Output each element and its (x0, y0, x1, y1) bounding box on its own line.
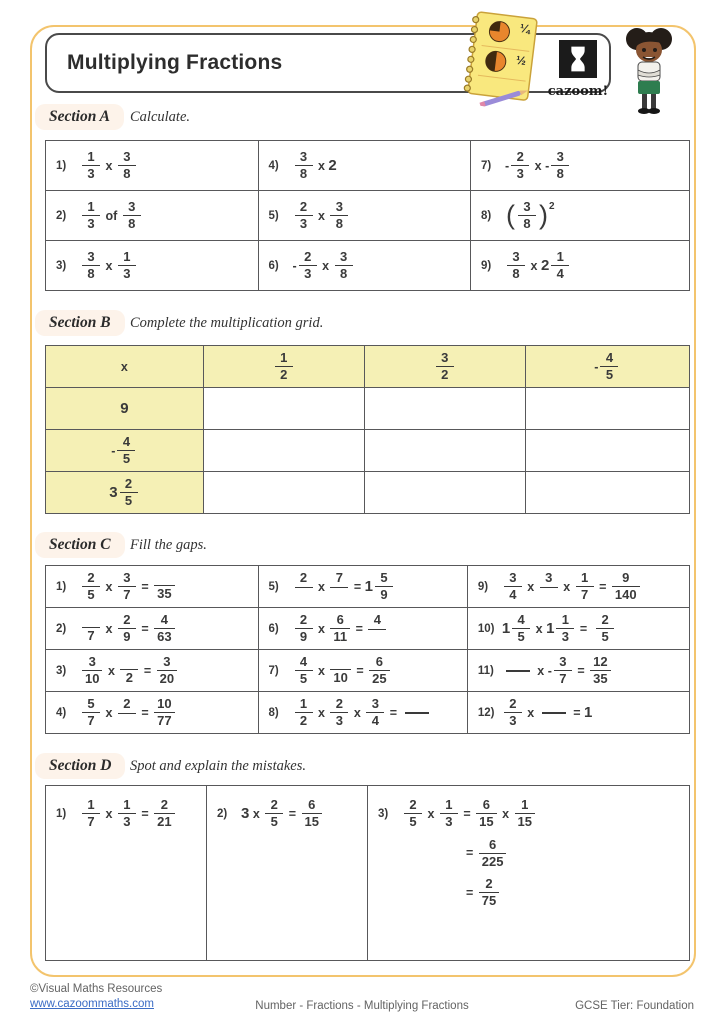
fraction: $\frac{1}{3}$ (118, 798, 136, 830)
fraction: 7 (82, 613, 100, 643)
grid-row-label (46, 472, 204, 514)
section-d-table (45, 785, 690, 961)
problem-number: 11) (477, 664, 494, 677)
fraction: $\frac{5}{9}$ (375, 571, 393, 603)
fraction: $\frac{4}{5}$ (295, 655, 313, 687)
problem-cell (467, 650, 689, 692)
fraction: 2 (295, 571, 313, 601)
fraction: 35 (154, 571, 174, 601)
fraction: $\frac{6}{15}$ (302, 798, 322, 830)
problem-number: 3) (378, 807, 389, 820)
grid-header-cell: - $\frac{4}{5}$ (525, 346, 689, 388)
table-row (46, 566, 690, 608)
fraction: 2 (120, 655, 138, 685)
grid-cell-empty (364, 430, 525, 472)
problem-number: 4) (56, 706, 67, 719)
fraction: $\frac{4}{5}$ (512, 613, 530, 645)
fraction: $\frac{10}{77}$ (154, 697, 174, 729)
fraction: $\frac{1}{7}$ (576, 571, 594, 603)
fraction: $\frac{3}{7}$ (118, 571, 136, 603)
student-character-icon (620, 26, 676, 114)
problem-cell (258, 608, 467, 650)
fraction: $\frac{2}{3}$ (299, 250, 317, 282)
fraction: $\frac{1}{3}$ (556, 613, 574, 645)
section-c-table (45, 565, 690, 734)
problem-number: 3) (56, 664, 67, 677)
logo-text: cazoom! (547, 84, 609, 99)
fraction: 4 (368, 613, 386, 643)
section-d-instruction: Spot and explain the mistakes. (130, 758, 306, 774)
problem-cell (46, 191, 259, 241)
grid-row-label: 9 (46, 388, 204, 430)
grid-cell-empty (203, 388, 364, 430)
section-c-instruction: Fill the gaps. (130, 537, 207, 553)
problem-cell (46, 566, 259, 608)
math-expression: $\frac{1}{3}$ of $\frac{3}{8}$ (80, 200, 143, 232)
fraction: $\frac{3}{7}$ (554, 655, 572, 687)
problem-number: 10) (477, 622, 495, 635)
math-expression: 1 $\frac{4}{5}$ x 1 $\frac{1}{3}$ = $\frac{2}{5}$ (502, 613, 616, 645)
problem-number: 5) (268, 209, 279, 222)
fraction: $\frac{1}{3}$ (118, 250, 136, 282)
math-expression: $\frac{2}{5}$ x $\frac{3}{7}$ = 35 (80, 571, 177, 603)
fraction: $\frac{2}{9}$ (118, 613, 136, 645)
problem-cell (258, 650, 467, 692)
fraction: $\frac{1}{2}$ (275, 351, 293, 383)
problem-number: 6) (268, 259, 279, 272)
fraction: $\frac{3}{8}$ (118, 150, 136, 182)
math-expression: - $\frac{2}{3}$ x - $\frac{3}{8}$ (505, 150, 571, 182)
page-title: Multiplying Fractions (67, 51, 283, 74)
grid-cell-empty (203, 472, 364, 514)
table-row (46, 141, 690, 191)
problem-cell (258, 191, 471, 241)
problem-number: 7) (481, 159, 492, 172)
problem-cell (471, 191, 690, 241)
problem-number: 1) (56, 580, 67, 593)
fraction: $\frac{3}{4}$ (366, 697, 384, 729)
section-b-grid (45, 345, 690, 514)
exponent: 2 (549, 200, 555, 212)
fraction: $\frac{3}{4}$ (504, 571, 522, 603)
fraction: $\frac{1}{7}$ (82, 798, 100, 830)
fraction: $\frac{3}{8}$ (123, 200, 141, 232)
fraction: $\frac{6}{225}$ (479, 838, 507, 870)
math-expression: $\frac{1}{7}$ x $\frac{1}{3}$ = $\frac{2}{21}$ (80, 798, 177, 830)
math-expression: 3 x $\frac{2}{5}$ = $\frac{6}{15}$ (241, 798, 324, 830)
fraction: $\frac{1}{3}$ (440, 798, 458, 830)
problem-number: 3) (56, 259, 67, 272)
grid-row (46, 472, 690, 514)
problem-number: 7) (268, 664, 279, 677)
mistake-problem-cell (207, 786, 368, 961)
math-expression: $\frac{2}{3}$ x = 1 (502, 697, 593, 729)
grid-row (46, 430, 690, 472)
fraction: $\frac{3}{8}$ (335, 250, 353, 282)
problem-number: 2) (217, 807, 228, 820)
mixed-number: 1 $\frac{4}{5}$ (502, 613, 532, 645)
mixed-number: 3 $\frac{2}{5}$ (109, 477, 139, 509)
problem-number: 5) (268, 580, 279, 593)
table-row (46, 191, 690, 241)
fraction: $\frac{2}{5}$ (596, 613, 614, 645)
fraction: $\frac{1}{3}$ (82, 200, 100, 232)
mixed-number: 1 $\frac{1}{3}$ (546, 613, 576, 645)
grid-header-cell: x (46, 346, 204, 388)
fraction: 10 (330, 655, 350, 685)
problem-cell (471, 241, 690, 291)
problem-cell (46, 241, 259, 291)
fraction: $\frac{5}{7}$ (82, 697, 100, 729)
problem-cell (46, 141, 259, 191)
parenthesis: ) (539, 200, 549, 230)
section-b-label: Section B (35, 310, 125, 336)
grid-row (46, 388, 690, 430)
math-expression: $\frac{2}{5}$ x $\frac{1}{3}$ = $\frac{6}{15}$ x $\frac{1}{15}$ (402, 798, 537, 830)
grid-cell-empty (364, 388, 525, 430)
problem-cell (258, 566, 467, 608)
fraction: $\frac{2}{3}$ (511, 150, 529, 182)
problem-cell (471, 141, 690, 191)
math-expression: $\frac{1}{2}$ x $\frac{2}{3}$ x $\frac{3}{4}$ = (293, 697, 433, 729)
footer-tier: GCSE Tier: Foundation (575, 1000, 694, 1012)
problem-cell (258, 241, 471, 291)
fraction: 3 (540, 571, 558, 601)
fraction: $\frac{1}{4}$ (551, 250, 569, 282)
fraction: $\frac{3}{8}$ (82, 250, 100, 282)
problem-number: 1) (56, 159, 67, 172)
fraction: $\frac{3}{8}$ (507, 250, 525, 282)
fraction: $\frac{1}{15}$ (515, 798, 535, 830)
table-row (46, 608, 690, 650)
fraction: $\frac{2}{75}$ (479, 877, 499, 909)
fraction: $\frac{3}{8}$ (295, 150, 313, 182)
notebook-fraction-quarter: ¼ (519, 21, 531, 37)
problem-cell (258, 141, 471, 191)
grid-header-cell (203, 346, 364, 388)
answer-blank (405, 712, 429, 714)
grid-cell-empty (203, 430, 364, 472)
fraction: $\frac{2}{5}$ (404, 798, 422, 830)
grid-cell-empty (364, 472, 525, 514)
problem-number: 4) (268, 159, 279, 172)
problem-number: 8) (481, 209, 492, 222)
math-expression: = $\frac{2}{75}$ (466, 877, 501, 909)
section-a-instruction: Calculate. (130, 109, 191, 125)
math-expression: $\frac{3}{8}$ x 2 $\frac{1}{4}$ (505, 250, 571, 282)
footer-link[interactable]: www.cazoommaths.com (30, 998, 154, 1010)
notebook-fraction-half: ½ (515, 52, 527, 69)
math-expression: $\frac{3}{8}$ x 2 (293, 150, 337, 182)
fraction: $\frac{2}{21}$ (154, 798, 174, 830)
fraction: $\frac{3}{8}$ (518, 200, 536, 232)
math-expression: $\frac{5}{7}$ x 2 = $\frac{10}{77}$ (80, 697, 177, 729)
problem-number: 2) (56, 209, 67, 222)
grid-cell-empty (525, 472, 689, 514)
fraction: 7 (330, 571, 348, 601)
problem-cell (46, 692, 259, 734)
math-expression: $\frac{3}{8}$ x $\frac{1}{3}$ (80, 250, 138, 282)
fraction: $\frac{4}{5}$ (117, 435, 135, 467)
fraction: $\frac{2}{5}$ (265, 798, 283, 830)
fraction: $\frac{4}{5}$ (600, 351, 618, 383)
fraction: $\frac{2}{5}$ (82, 571, 100, 603)
fraction: $\frac{3}{8}$ (330, 200, 348, 232)
problem-number: 6) (268, 622, 279, 635)
fraction: $\frac{12}{35}$ (590, 655, 610, 687)
fraction: $\frac{3}{8}$ (551, 150, 569, 182)
mistake-problem-cell (46, 786, 207, 961)
fraction: $\frac{2}{9}$ (295, 613, 313, 645)
fraction: $\frac{3}{10}$ (82, 655, 102, 687)
math-expression: $\frac{2}{9}$ x $\frac{6}{11}$ = 4 (293, 613, 389, 645)
math-expression: x - $\frac{3}{7}$ = $\frac{12}{35}$ (502, 655, 613, 687)
section-c-label: Section C (35, 532, 125, 558)
fraction: $\frac{2}{3}$ (504, 697, 522, 729)
notebook-icon (452, 7, 549, 113)
fraction: $\frac{3}{20}$ (157, 655, 177, 687)
fraction: $\frac{2}{5}$ (120, 477, 138, 509)
problem-number: 9) (477, 580, 489, 593)
fraction: $\frac{3}{2}$ (436, 351, 454, 383)
problem-number: 9) (481, 259, 492, 272)
math-expression: - $\frac{2}{3}$ x $\frac{3}{8}$ (293, 250, 355, 282)
problem-number: 8) (268, 706, 279, 719)
problem-cell (467, 566, 689, 608)
fraction: $\frac{2}{3}$ (295, 200, 313, 232)
table-row (46, 241, 690, 291)
problem-cell (46, 650, 259, 692)
fraction: $\frac{4}{63}$ (154, 613, 174, 645)
problem-cell (467, 692, 689, 734)
mixed-number: 1 $\frac{5}{9}$ (365, 571, 395, 603)
math-expression: $\frac{2}{3}$ x $\frac{3}{8}$ (293, 200, 351, 232)
fraction: $\frac{6}{25}$ (369, 655, 389, 687)
math-expression: $\frac{4}{5}$ x 10 = $\frac{6}{25}$ (293, 655, 392, 687)
fraction: 2 (118, 697, 136, 727)
problem-cell (467, 608, 689, 650)
table-row (46, 650, 690, 692)
math-expression (505, 200, 555, 232)
hourglass-icon (559, 40, 597, 78)
math-expression: $\frac{3}{4}$ x 3 x $\frac{1}{7}$ = $\frac{9}{140}$ (502, 571, 642, 603)
section-b-instruction: Complete the multiplication grid. (130, 315, 324, 331)
problem-number: 1) (56, 807, 67, 820)
fraction: $\frac{6}{15}$ (476, 798, 496, 830)
fraction: $\frac{1}{3}$ (82, 150, 100, 182)
grid-cell-empty (525, 388, 689, 430)
section-a-label: Section A (35, 104, 124, 130)
footer-copyright: ©Visual Maths Resources (30, 983, 163, 995)
math-expression: 2 x 7 = 1 $\frac{5}{9}$ (293, 571, 396, 603)
problem-number: 12) (477, 706, 495, 719)
table-row (46, 692, 690, 734)
parenthesis: ( (506, 200, 516, 230)
problem-cell (258, 692, 467, 734)
mixed-number: 2 $\frac{1}{4}$ (541, 250, 571, 282)
problem-cell (46, 608, 259, 650)
grid-cell-empty (525, 430, 689, 472)
math-expression: = $\frac{6}{225}$ (466, 838, 508, 870)
mistake-problem-cell (368, 786, 690, 961)
fraction: $\frac{9}{140}$ (612, 571, 640, 603)
grid-row-label: - $\frac{4}{5}$ (46, 430, 204, 472)
grid-header-row (46, 346, 690, 388)
math-expression: $\frac{1}{3}$ x $\frac{3}{8}$ (80, 150, 138, 182)
answer-blank (506, 670, 530, 672)
grid-header-cell (364, 346, 525, 388)
fraction: $\frac{1}{2}$ (295, 697, 313, 729)
cazoom-logo (547, 40, 609, 99)
section-a-table (45, 140, 690, 291)
problem-number: 2) (56, 622, 67, 635)
footer-breadcrumb: Number - Fractions - Multiplying Fractions (255, 1000, 469, 1012)
fraction: $\frac{2}{3}$ (330, 697, 348, 729)
math-expression: 7 x $\frac{2}{9}$ = $\frac{4}{63}$ (80, 613, 177, 645)
section-d-label: Section D (35, 753, 125, 779)
math-expression: $\frac{3}{10}$ x 2 = $\frac{3}{20}$ (80, 655, 179, 687)
answer-blank (542, 712, 566, 714)
fraction: $\frac{6}{11}$ (330, 613, 350, 645)
